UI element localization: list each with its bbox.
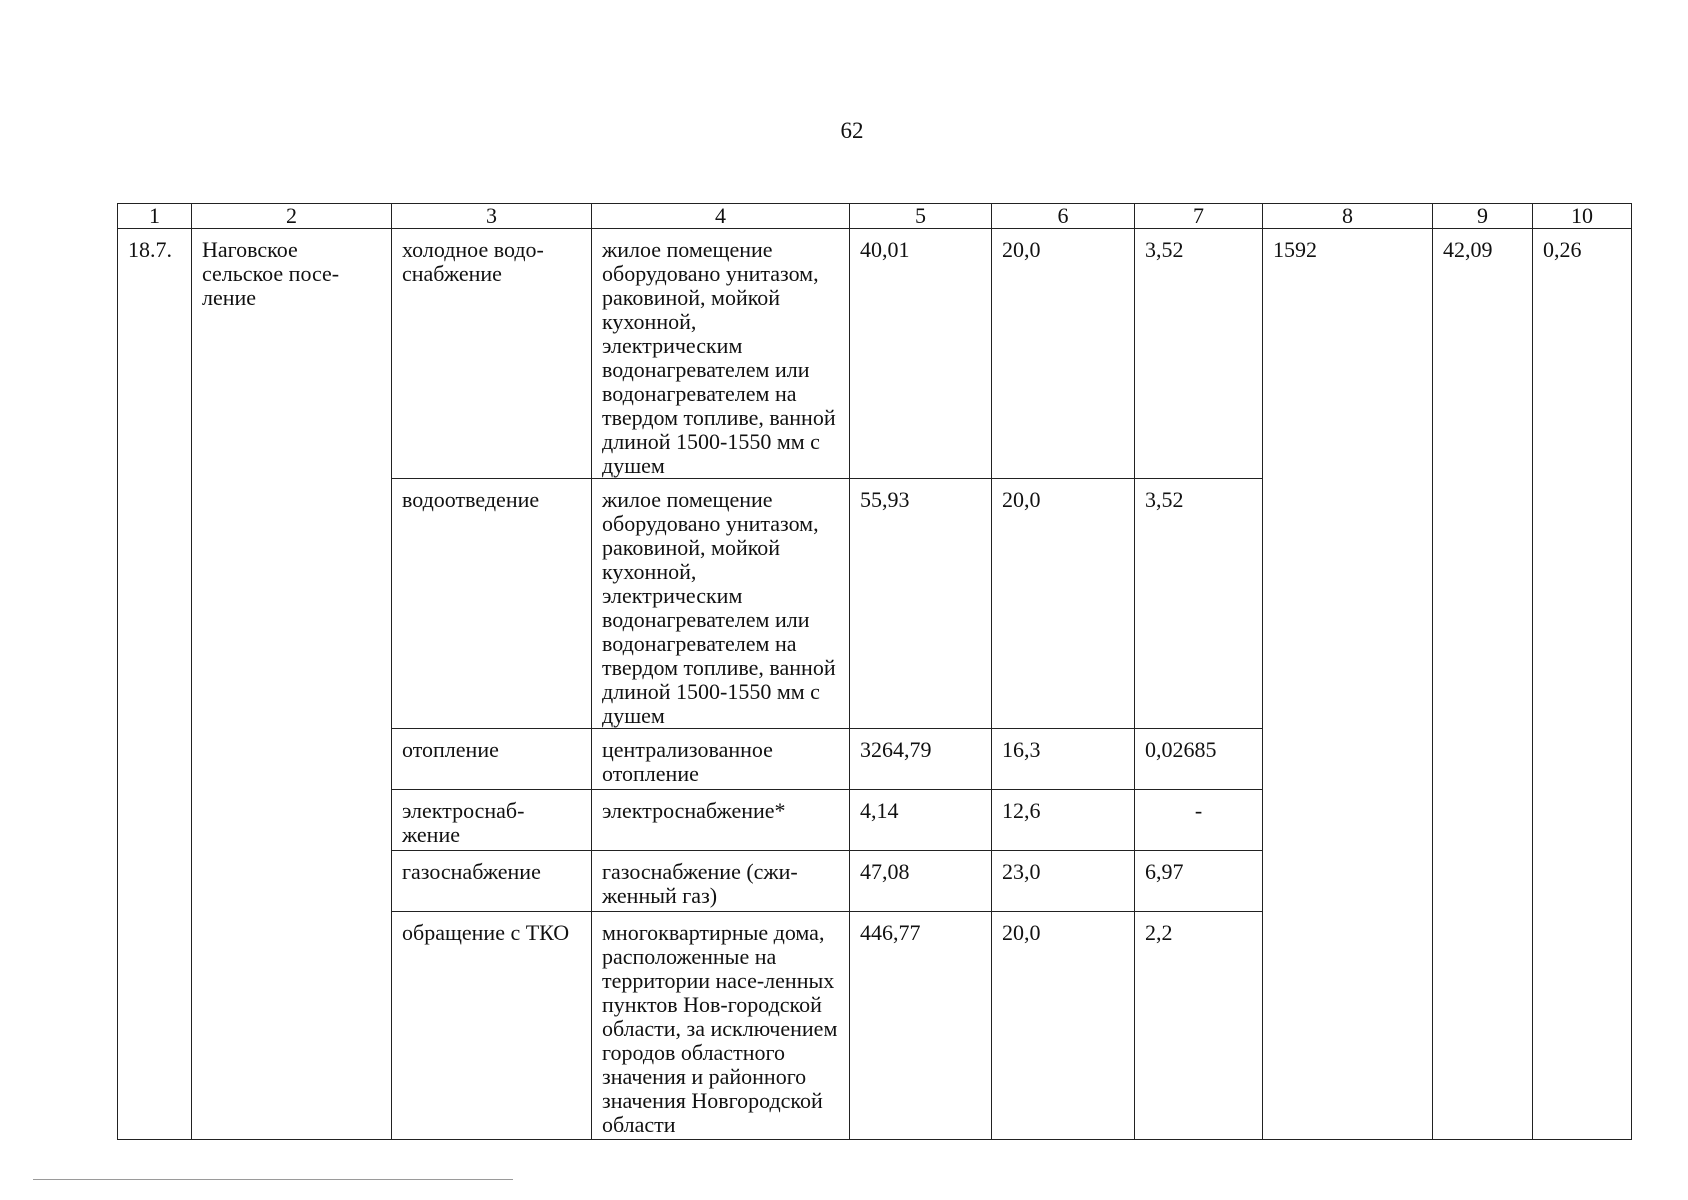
service-name-cell: электроснаб-жение: [392, 790, 592, 851]
column-header: 3: [392, 204, 592, 229]
settlement-cell: Наговское сельское посе-ление: [192, 229, 392, 1140]
value-cell: 4,14: [850, 790, 992, 851]
column-header: 7: [1135, 204, 1263, 229]
column-header: 1: [118, 204, 192, 229]
value-cell: 23,0: [992, 851, 1135, 912]
description-cell: жилое помещение оборудовано унитазом, раковиной, мойкой кухонной, электрическим водонагревателем или водонагревателем на твердом топливе, ванной длиной 1500-1550 мм с душем: [592, 229, 850, 479]
value-cell: 0,26: [1533, 229, 1632, 1140]
service-name-cell: холодное водо-снабжение: [392, 229, 592, 479]
page-number: 62: [840, 118, 864, 143]
value-cell: 3264,79: [850, 729, 992, 790]
footnote-divider: [33, 1179, 513, 1180]
value-cell: 47,08: [850, 851, 992, 912]
description-cell: жилое помещение оборудовано унитазом, раковиной, мойкой кухонной, электрическим водонагревателем или водонагревателем на твердом топливе, ванной длиной 1500-1550 мм с душем: [592, 479, 850, 729]
description-cell: газоснабжение (сжи-женный газ): [592, 851, 850, 912]
value-cell: 6,97: [1135, 851, 1263, 912]
description-cell: многоквартирные дома, расположенные на территории насе-ленных пунктов Нов-городской области, за исключением городов областного значения и районного значения Новгородской области: [592, 912, 850, 1140]
description-cell: электроснабжение*: [592, 790, 850, 851]
value-cell: 0,02685: [1135, 729, 1263, 790]
value-cell: 3,52: [1135, 479, 1263, 729]
value-cell: 20,0: [992, 229, 1135, 479]
value-cell: 3,52: [1135, 229, 1263, 479]
value-cell: 1592: [1263, 229, 1433, 1140]
header-row: [118, 204, 1632, 229]
column-header: 5: [850, 204, 992, 229]
column-header: 10: [1533, 204, 1632, 229]
column-header: 6: [992, 204, 1135, 229]
description-cell: централизованное отопление: [592, 729, 850, 790]
column-header: 9: [1433, 204, 1533, 229]
service-name-cell: газоснабжение: [392, 851, 592, 912]
value-cell: 446,77: [850, 912, 992, 1140]
value-cell: 40,01: [850, 229, 992, 479]
value-cell: 20,0: [992, 912, 1135, 1140]
column-header: 2: [192, 204, 392, 229]
service-name-cell: отопление: [392, 729, 592, 790]
tariff-table: [117, 203, 1632, 1140]
value-cell: 20,0: [992, 479, 1135, 729]
table-row: [118, 229, 1632, 479]
value-cell: 42,09: [1433, 229, 1533, 1140]
value-cell: 12,6: [992, 790, 1135, 851]
row-number-cell: 18.7.: [118, 229, 192, 1140]
value-cell: -: [1135, 790, 1263, 851]
value-cell: 55,93: [850, 479, 992, 729]
value-cell: 2,2: [1135, 912, 1263, 1140]
service-name-cell: водоотведение: [392, 479, 592, 729]
service-name-cell: обращение с ТКО: [392, 912, 592, 1140]
column-header: 8: [1263, 204, 1433, 229]
column-header: 4: [592, 204, 850, 229]
value-cell: 16,3: [992, 729, 1135, 790]
